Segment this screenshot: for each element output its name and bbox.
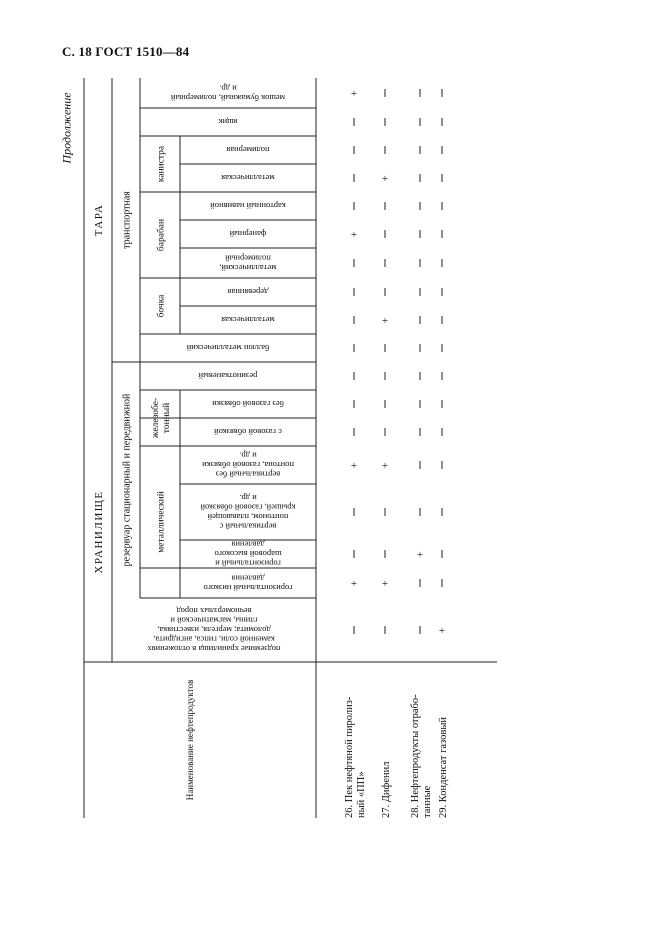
mark-plus: + <box>350 578 358 590</box>
column-header-2: горизонтальный низкогодавления <box>203 573 293 593</box>
category-label-barrel: бочка <box>156 294 167 318</box>
product-name-26: 26. Пек нефтяной пиролиз-ный «ПП» <box>344 696 367 818</box>
subgroup-label-reservoir: резервуар стационарный и передвижной <box>121 393 133 567</box>
column-header-11: деревянная <box>227 287 269 297</box>
mark-plus: + <box>438 625 446 637</box>
column-header-9: баллон металлический <box>186 343 270 353</box>
mark-plus: + <box>350 460 358 472</box>
category-label-metal: металлический <box>156 491 167 553</box>
subgroup-label-transport: транспортная <box>121 191 133 249</box>
mark-plus: + <box>416 549 424 561</box>
continuation-text: Продолжение <box>59 92 74 164</box>
category-label-canister: канистра <box>156 145 167 183</box>
column-header-8: резинотканевый <box>198 371 258 381</box>
stub-header: Наименование нефтепродуктов <box>185 679 196 801</box>
product-name-29: 29. Конденсат газовый <box>438 716 449 818</box>
column-header-15: металлическая <box>221 173 275 183</box>
column-header-1: подземные хранилища в отложенияхкаменной соли, гипса, ангидрита,доломита; мергеля, известняка,глины, магматической ивечномерзлых пород <box>147 606 281 654</box>
mark-plus: + <box>350 88 358 100</box>
category-label-concrete: железобе-тонный <box>150 397 172 439</box>
column-header-17: ящик <box>218 117 238 127</box>
column-header-4: вертикальный спонтоном, плавающейкрышей, газовой обвязкойи др. <box>200 492 296 532</box>
product-name-28: 28. Нефтепродукты отрабо-танные <box>410 694 433 818</box>
column-header-12: металлический,полимерный <box>219 253 277 273</box>
column-header-3: горизонтальный ишаровой высокогодавления <box>214 539 282 569</box>
product-name-27: 27. Дифенил <box>381 761 392 818</box>
group-label-packaging: ТАРА <box>92 203 105 237</box>
mark-plus: + <box>350 229 358 241</box>
column-header-7: без газовой обвязки <box>212 399 284 409</box>
column-header-5: вертикальный безпонтона, газовой обвязкии др. <box>202 450 294 480</box>
column-header-10: металлическая <box>221 315 275 325</box>
mark-plus: + <box>381 315 389 327</box>
mark-plus: + <box>381 578 389 590</box>
page-header: С. 18 ГОСТ 1510—84 <box>62 44 190 59</box>
mark-plus: + <box>381 173 389 185</box>
column-header-14: картонный навивной <box>210 201 286 211</box>
column-header-13: фанерный <box>229 229 267 239</box>
category-label-drum: барабан <box>156 218 167 252</box>
mark-plus: + <box>381 460 389 472</box>
group-label-storage: ХРАНИЛИЩЕ <box>92 490 105 574</box>
column-header-18: мешок бумажный, полимерныйи др. <box>170 83 286 103</box>
column-header-6: с газовой обвязкой <box>214 427 282 437</box>
column-header-16: полимерная <box>226 145 270 155</box>
